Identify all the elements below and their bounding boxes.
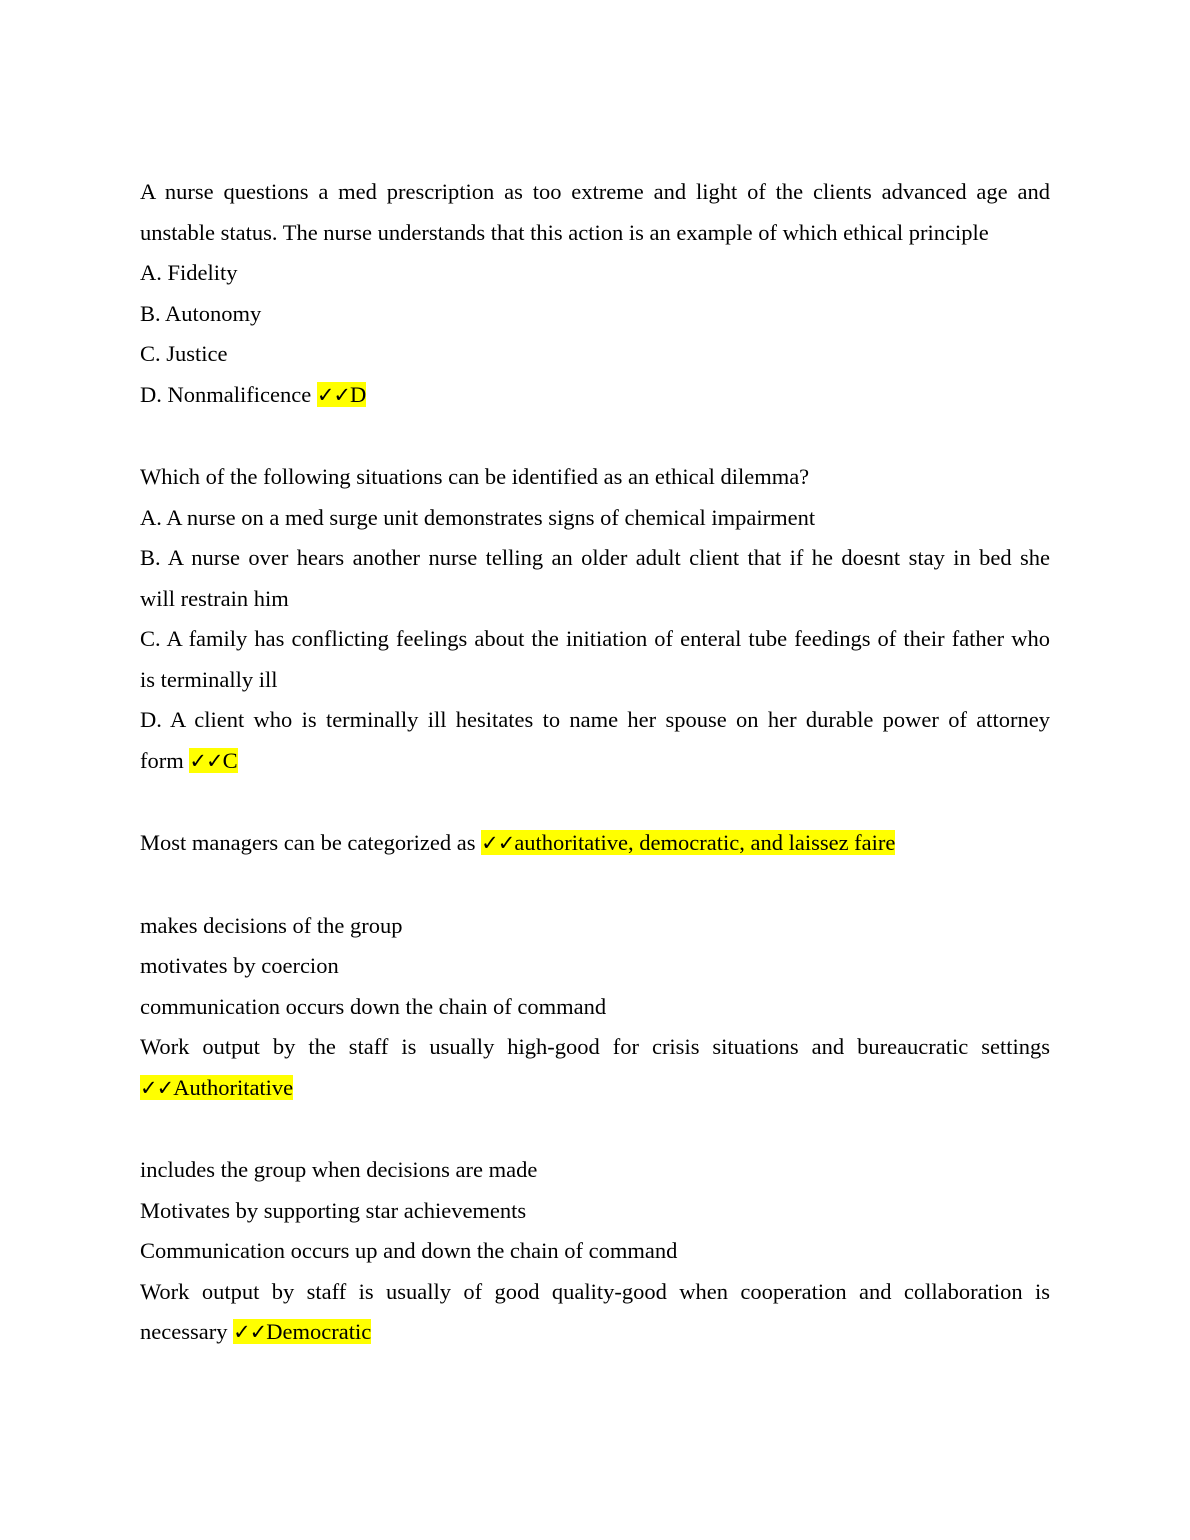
question-3 bbox=[140, 823, 1050, 864]
question-4-line-1: makes decisions of the group bbox=[140, 912, 403, 938]
question-3-answer-highlight bbox=[481, 830, 895, 855]
question-2-answer: C bbox=[222, 747, 238, 773]
question-2-option-d-line-2: form bbox=[140, 747, 184, 773]
question-4 bbox=[140, 906, 1050, 1109]
spacer bbox=[140, 864, 1050, 906]
double-check-icon: ✓✓ bbox=[481, 831, 515, 855]
question-2-option-b-line-1: B. A nurse over hears another nurse telling an older adult client that if he doesnt stay in bed she bbox=[140, 545, 1050, 570]
spacer bbox=[140, 1108, 1050, 1150]
question-2-option-b-line-2: will restrain him bbox=[140, 585, 289, 611]
question-2-option-a: A. A nurse on a med surge unit demonstrates signs of chemical impairment bbox=[140, 504, 816, 530]
question-4-answer-highlight bbox=[140, 1075, 293, 1100]
question-2-option-d-line-1: D. A client who is terminally ill hesitates to name her spouse on her durable power of attorney bbox=[140, 707, 1050, 732]
question-5-answer: Democratic bbox=[266, 1319, 372, 1344]
question-4-answer-row bbox=[140, 1068, 1050, 1109]
question-2-option-c-line-1: C. A family has conflicting feelings about the initiation of enteral tube feedings of their father who bbox=[140, 626, 1050, 651]
question-3-row bbox=[140, 823, 1050, 864]
question-5-answer-highlight bbox=[233, 1319, 371, 1344]
question-5-line-4: Work output by staff is usually of good quality-good when cooperation and collaboration is bbox=[140, 1278, 1050, 1304]
double-check-icon: ✓✓ bbox=[233, 1320, 267, 1344]
double-check-icon: ✓✓ bbox=[189, 748, 223, 773]
question-1-stem-line-1: A nurse questions a med prescription as too extreme and light of the clients advanced age and bbox=[140, 179, 1050, 204]
double-check-icon: ✓✓ bbox=[316, 382, 351, 407]
question-5 bbox=[140, 1150, 1050, 1353]
question-5-line-3: Communication occurs up and down the chain of command bbox=[140, 1238, 678, 1263]
question-1-option-c: C. Justice bbox=[140, 341, 228, 366]
spacer bbox=[140, 415, 1050, 457]
question-5-line-5: necessary bbox=[140, 1319, 228, 1344]
question-1-stem-line-2: unstable status. The nurse understands that this action is an example of which ethical principle bbox=[140, 219, 989, 245]
question-1 bbox=[140, 172, 1050, 415]
question-1-answer-highlight bbox=[317, 382, 366, 407]
question-2 bbox=[140, 457, 1050, 781]
question-3-stem: Most managers can be categorized as bbox=[140, 830, 476, 855]
question-1-option-a: A. Fidelity bbox=[140, 260, 238, 285]
question-4-line-2: motivates by coercion bbox=[140, 953, 339, 978]
question-1-option-d: D. Nonmalificence bbox=[140, 381, 312, 407]
question-2-stem: Which of the following situations can be identified as an ethical dilemma? bbox=[140, 464, 810, 489]
question-5-line-2: Motivates by supporting star achievements bbox=[140, 1197, 527, 1223]
spacer bbox=[140, 781, 1050, 823]
question-1-option-d-row bbox=[140, 375, 1050, 416]
question-4-line-4: Work output by the staff is usually high-good for crisis situations and bureaucratic settings bbox=[140, 1034, 1050, 1059]
question-5-line-5-row bbox=[140, 1312, 1050, 1353]
question-2-answer-highlight bbox=[189, 748, 237, 773]
question-1-answer: D bbox=[350, 381, 367, 407]
question-2-option-c-line-2: is terminally ill bbox=[140, 666, 278, 692]
question-2-option-d-line-2-row bbox=[140, 741, 1050, 782]
question-4-answer: Authoritative bbox=[173, 1074, 294, 1100]
question-4-line-3: communication occurs down the chain of command bbox=[140, 993, 607, 1019]
double-check-icon: ✓✓ bbox=[140, 1075, 174, 1100]
document-page bbox=[140, 172, 1050, 1353]
question-1-option-b: B. Autonomy bbox=[140, 300, 262, 326]
question-5-line-1: includes the group when decisions are made bbox=[140, 1157, 538, 1182]
question-3-answer: authoritative, democratic, and laissez faire bbox=[514, 830, 896, 855]
